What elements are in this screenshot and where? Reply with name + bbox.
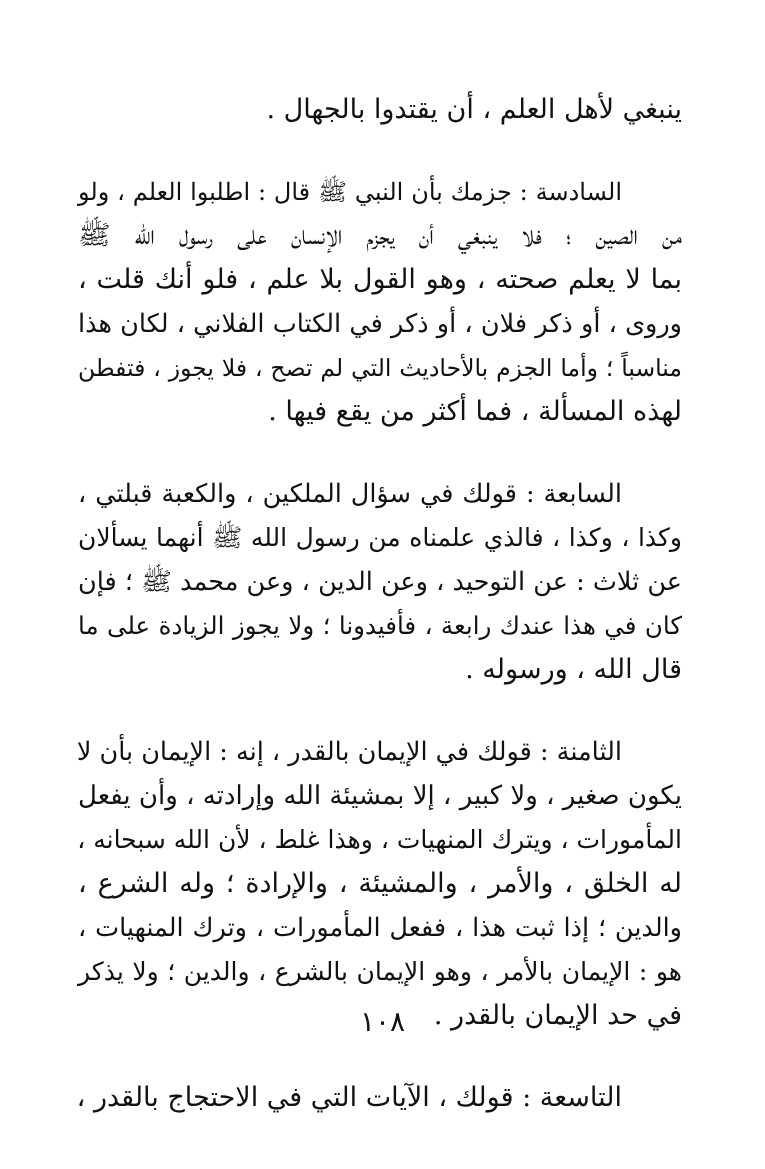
text-line: ينبغي لأهل العلم ، أن يقتدوا بالجهال . <box>266 94 682 125</box>
text-line: كان في هذا عندك رابعة ، فأفيدونا ؛ ولا يجوز الزيادة على ما <box>78 611 682 640</box>
text-line: وكذا ، وكذا ، فالذي علمناه من رسول الله ﷺ أنهما يسألان <box>78 523 682 552</box>
text-line: السادسة : جزمك بأن النبي ﷺ قال : اطلبوا العلم ، ولو <box>78 178 622 206</box>
paragraph-intro-end <box>78 88 682 132</box>
page-body <box>78 88 682 1158</box>
paragraph-ninth <box>78 1076 682 1120</box>
text-line: من الصين ؛ فلا ينبغي أن يجزم الإنسان على رسول الله ﷺ <box>78 220 682 251</box>
text-line: يكون صغير ، ولا كبير ، إلا بمشيئة الله وإرادته ، وأن يفعل <box>78 781 682 811</box>
text-line: مناسباً ؛ وأما الجزم بالأحاديث التي لم تصح ، فلا يجوز ، فتفطن <box>78 354 682 382</box>
text-line: الثامنة : قولك في الإيمان بالقدر ، إنه : الإيمان بأن لا <box>76 737 622 767</box>
paragraph-sixth <box>78 170 682 434</box>
text-line: هو : الإيمان بالأمر ، وهو الإيمان بالشرع ، والدين ؛ ولا يذكر <box>78 957 682 986</box>
text-line: قال الله ، ورسوله . <box>465 654 682 685</box>
paragraph-eighth <box>78 730 682 1038</box>
page-number: ١٠٨ <box>359 1005 406 1038</box>
paragraph-seventh <box>78 472 682 692</box>
text-line: السابعة : قولك في سؤال الملكين ، والكعبة قبلتي ، <box>78 479 622 509</box>
text-line: التاسعة : قولك ، الآيات التي في الاحتجاج بالقدر ، <box>76 1082 622 1113</box>
text-line: لهذه المسألة ، فما أكثر من يقع فيها . <box>268 396 682 427</box>
text-line: المأمورات ، ويترك المنهيات ، وهذا غلط ، لأن الله سبحانه ، <box>77 825 682 854</box>
text-line: له الخلق ، والأمر ، والمشيئة ، والإرادة ؛ وله الشرع ، <box>78 868 682 899</box>
text-line: عن ثلاث : عن التوحيد ، وعن الدين ، وعن محمد ﷺ ؛ فإن <box>78 567 682 597</box>
text-line: وروى ، أو ذكر فلان ، أو ذكر في الكتاب الفلاني ، لكان هذا <box>78 309 682 339</box>
text-line: في حد الإيمان بالقدر . <box>433 1000 682 1031</box>
text-line: والدين ؛ إذا ثبت هذا ، ففعل المأمورات ، وترك المنهيات ، <box>78 913 682 943</box>
text-line: بما لا يعلم صحته ، وهو القول بلا علم ، فلو أنك قلت ، <box>78 264 682 295</box>
